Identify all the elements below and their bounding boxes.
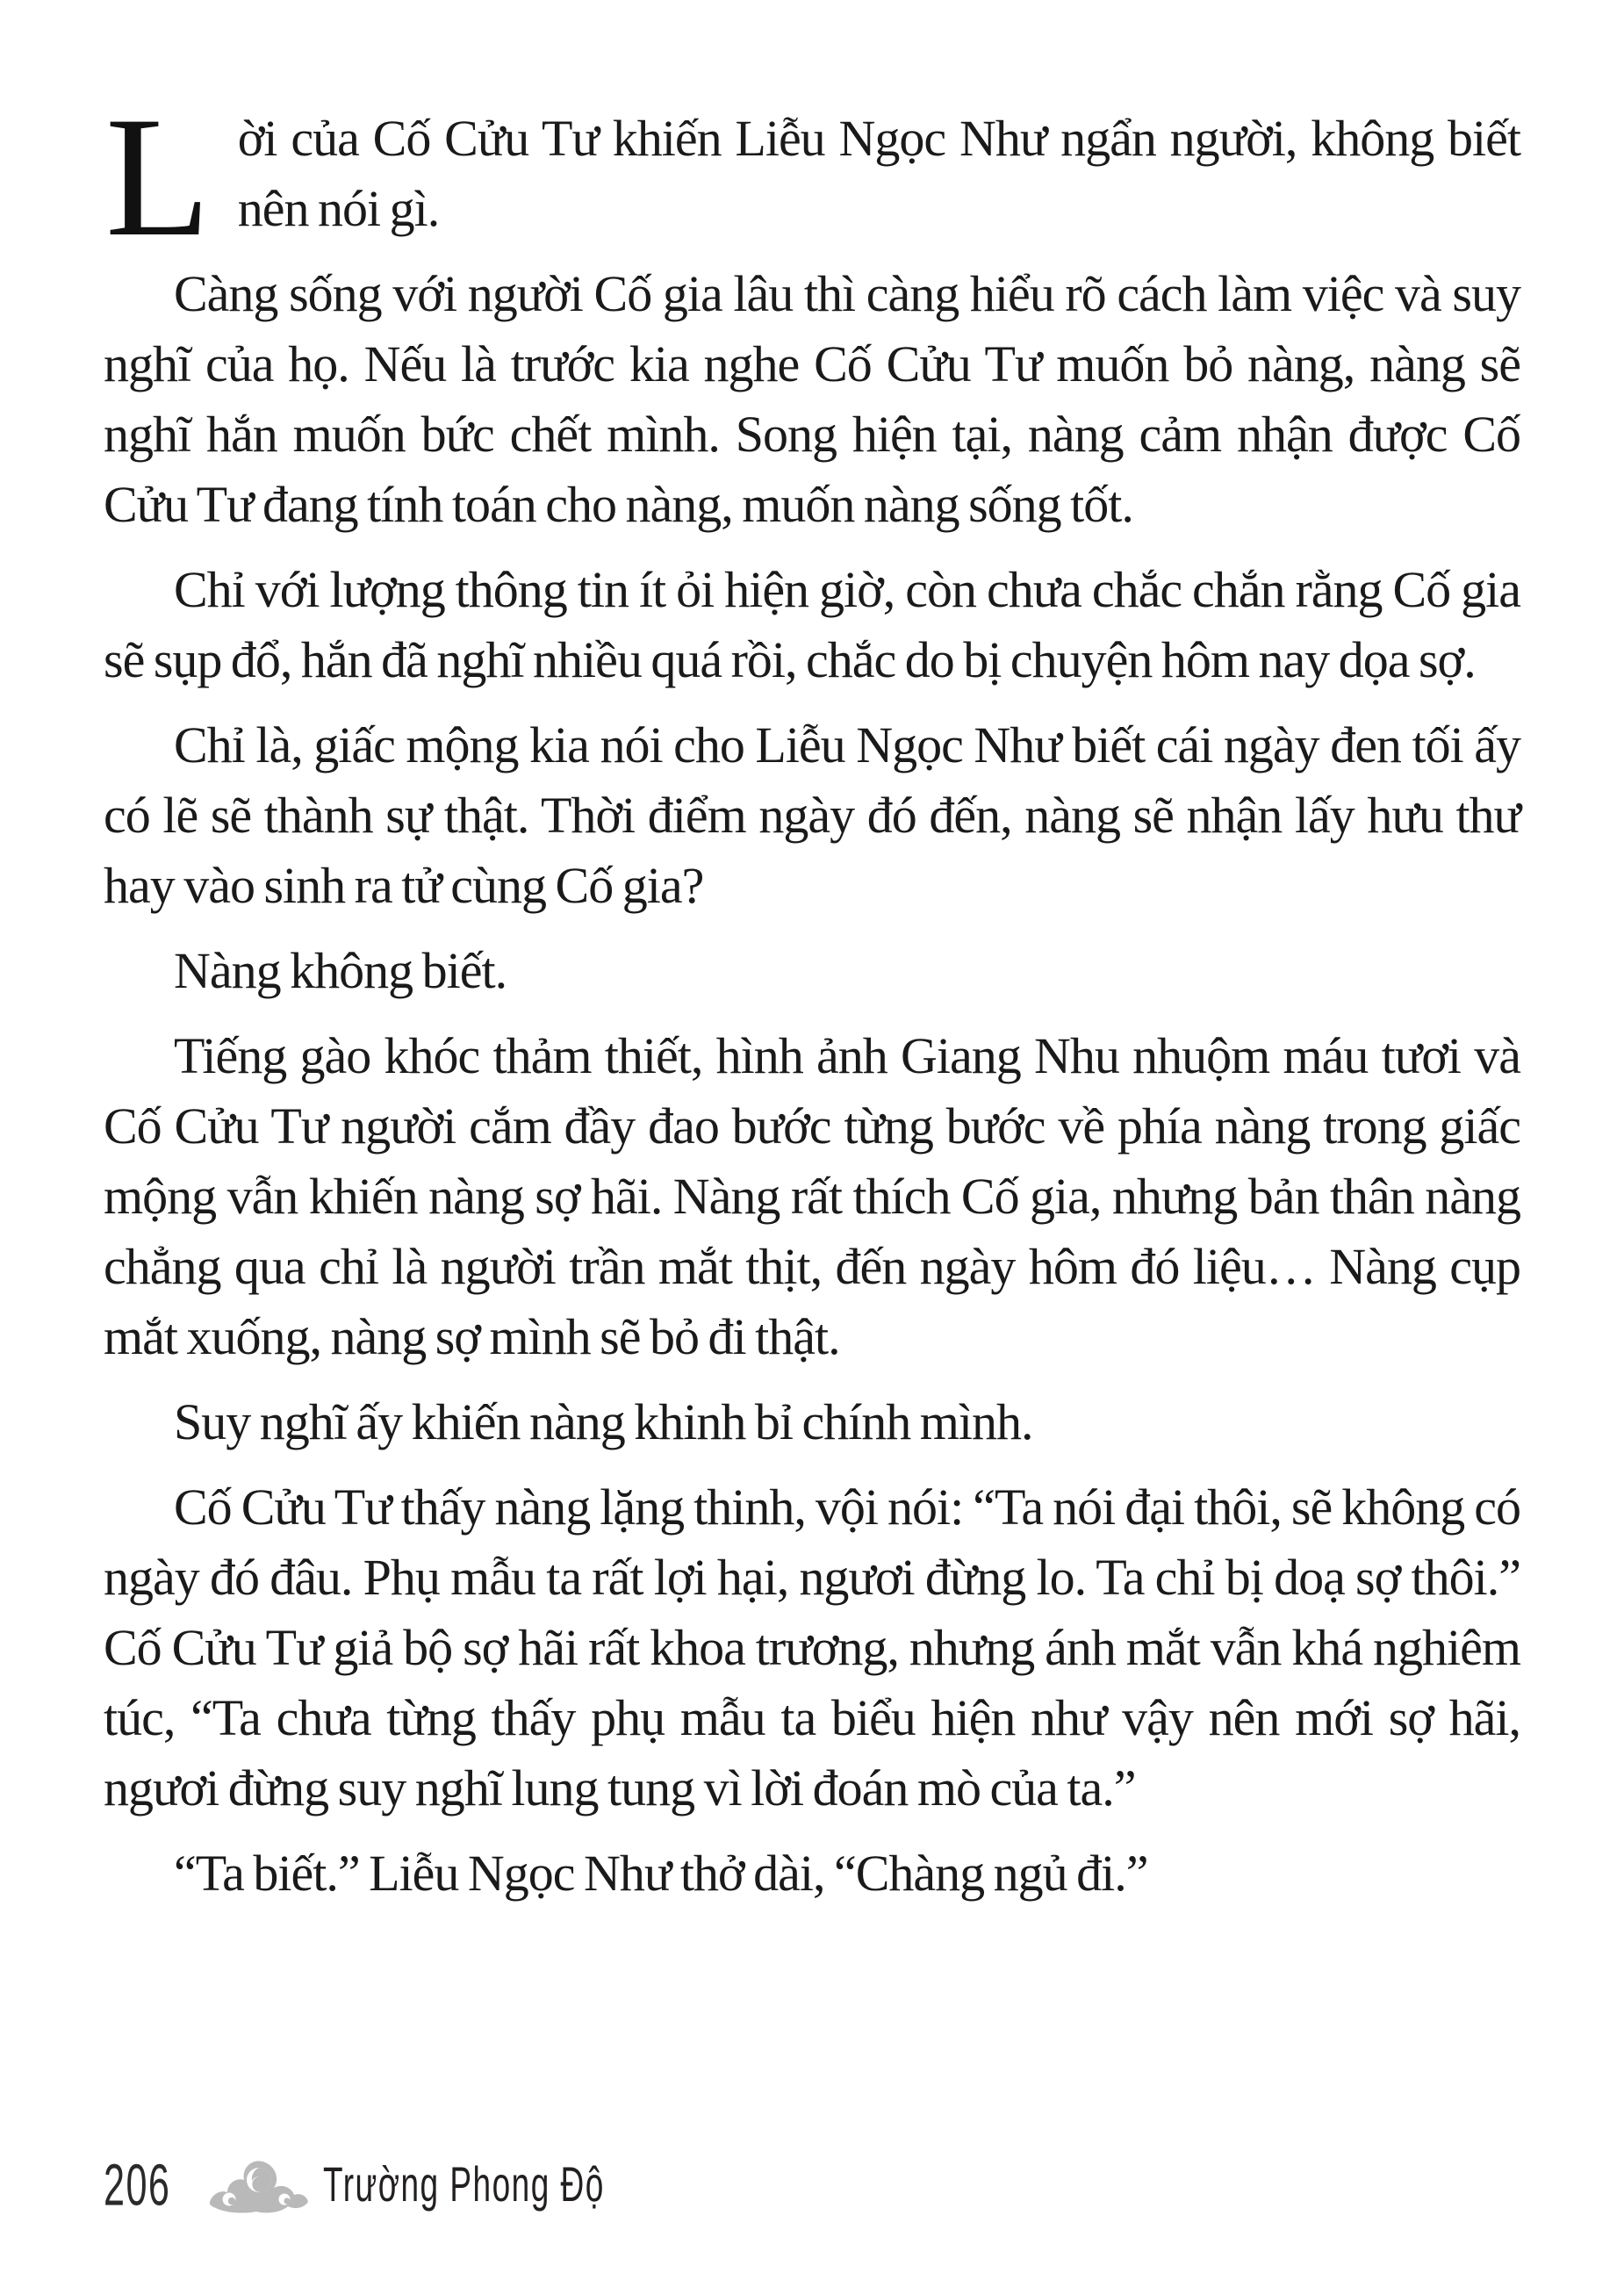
page-number: 206 <box>104 2151 171 2218</box>
paragraph: “Ta biết.” Liễu Ngọc Như thở dài, “Chàng ngủ đi.” <box>174 1845 1148 1902</box>
page-footer <box>104 2144 704 2225</box>
paragraph: Chỉ là, giấc mộng kia nói cho Liễu Ngọc Như biết cái ngày đen tối ấy có lẽ sẽ thành sự thật. Thời điểm ngày đó đến, nàng sẽ nhận lấy hưu thư hay vào sinh ra tử cùng Cố gia? <box>104 716 1520 914</box>
drop-cap-letter: L <box>105 82 210 272</box>
paragraph-opening-text: ời của Cố Cửu Tư khiến Liễu Ngọc Như ngẩn người, không biết nên nói gì. <box>237 110 1520 237</box>
paragraph: Tiếng gào khóc thảm thiết, hình ảnh Giang Nhu nhuộm máu tươi và Cố Cửu Tư người cắm đầy đao bước từng bước về phía nàng trong giấc mộng vẫn khiến nàng sợ hãi. Nàng rất thích Cố gia, nhưng bản thân nàng chẳng qua chỉ là người trần mắt thịt, đến ngày hôm đó liệu… Nàng cụp mắt xuống, nàng sợ mình sẽ bỏ đi thật. <box>104 1027 1520 1365</box>
paragraph-opening <box>104 82 1520 272</box>
page-body <box>104 82 1520 1924</box>
paragraph: Chỉ với lượng thông tin ít ỏi hiện giờ, còn chưa chắc chắn rằng Cố gia sẽ sụp đổ, hắn đã nghĩ nhiều quá rồi, chắc do bị chuyện hôm nay dọa sợ. <box>104 561 1520 688</box>
paragraph: Nàng không biết. <box>174 942 507 999</box>
paragraph: Cố Cửu Tư thấy nàng lặng thinh, vội nói: “Ta nói đại thôi, sẽ không có ngày đó đâu. Phụ mẫu ta rất lợi hại, ngươi đừng lo. Ta chỉ bị doạ sợ thôi.” Cố Cửu Tư giả bộ sợ hãi rất khoa trương, nhưng ánh mắt vẫn khá nghiêm túc, “Ta chưa từng thấy phụ mẫu ta biểu hiện như vậy nên mới sợ hãi, ngươi đừng suy nghĩ lung tung vì lời đoán mò của ta.” <box>104 1478 1520 1817</box>
paragraph: Càng sống với người Cố gia lâu thì càng hiểu rõ cách làm việc và suy nghĩ của họ. Nếu là trước kia nghe Cố Cửu Tư muốn bỏ nàng, nàng sẽ nghĩ hắn muốn bức chết mình. Song hiện tại, nàng cảm nhận được Cố Cửu Tư đang tính toán cho nàng, muốn nàng sống tốt. <box>104 265 1520 533</box>
cloud-ornament-icon <box>204 2151 311 2218</box>
footer-book-title: Trường Phong Độ <box>323 2156 605 2212</box>
paragraph: Suy nghĩ ấy khiến nàng khinh bỉ chính mình. <box>174 1393 1033 1450</box>
